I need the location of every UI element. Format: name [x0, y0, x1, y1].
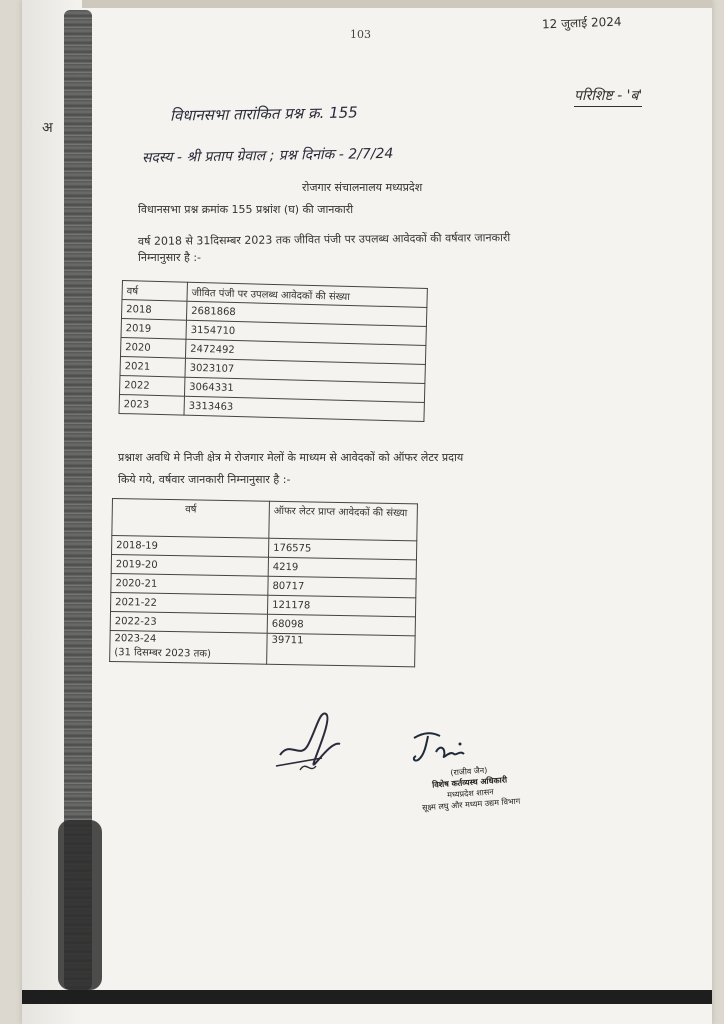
- handwritten-signature-2: [410, 730, 470, 768]
- column-header-offer-letters: ऑफर लेटर प्राप्त आवेदकों की संख्या: [269, 501, 418, 541]
- binding-ink-blob: [58, 820, 102, 990]
- year-cell: 2019: [121, 318, 186, 339]
- year-cell: 2018-19: [112, 536, 269, 558]
- table-header-row: [112, 499, 418, 541]
- column-header-applicants: जीवित पंजी पर उपलब्ध आवेदकों की संख्या: [187, 282, 427, 307]
- count-cell: 3064331: [184, 377, 424, 402]
- offer-letter-table: [109, 498, 418, 667]
- column-header-year: वर्ष: [122, 281, 187, 302]
- year-cell: 2021: [120, 356, 185, 377]
- year-cell: 2019-20: [111, 555, 268, 577]
- officer-designation: विशेष कर्तव्यस्थ अधिकारी: [431, 775, 508, 790]
- year-cell: 2020: [120, 337, 185, 358]
- paper-top-edge: [22, 0, 712, 8]
- count-cell: 3313463: [184, 396, 424, 421]
- year-cell: 2023: [119, 394, 184, 415]
- count-cell: 80717: [268, 576, 416, 598]
- year-cell: 2022-23: [110, 611, 267, 633]
- officer-govt: मध्यप्रदेश शासन: [446, 787, 494, 800]
- handwritten-signature-1: [270, 700, 348, 780]
- date-stamp: 12 जुलाई 2024: [541, 14, 622, 32]
- officer-name: (राजीव जैन): [450, 765, 488, 778]
- handwritten-member-line: सदस्य - श्री प्रताप ग्रेवाल ; प्रश्न दिनांक - 2/7/24: [141, 145, 394, 167]
- year-cell: 2021-22: [111, 592, 268, 614]
- year-note: (31 दिसम्बर 2023 तक): [114, 647, 211, 660]
- annexure-label: परिशिष्ट - 'ब': [574, 86, 642, 107]
- count-cell: 68098: [267, 614, 415, 636]
- count-cell: 2472492: [185, 339, 425, 364]
- count-cell: 39711: [267, 633, 416, 667]
- intro-line-1: विधानसभा प्रश्न क्रमांक 155 प्रश्नांश (घ) की जानकारी: [138, 203, 354, 216]
- table-row: [110, 630, 415, 666]
- margin-mark: अ: [42, 120, 53, 136]
- document-page: [22, 0, 712, 1024]
- count-cell: 3023107: [185, 358, 425, 383]
- scan-bottom-bar: [22, 990, 712, 1004]
- year-cell: 2020-21: [111, 573, 268, 595]
- offer-letter-para-line-1: प्रश्नाश अवधि मे निजी क्षेत्र मे रोजगार मेलों के माध्यम से आवेदकों को ऑफर लेटर प्रदाय: [118, 451, 464, 464]
- count-cell: 121178: [267, 595, 415, 617]
- year-cell: 2018: [121, 300, 186, 321]
- office-name: रोजगार संचालनालय मध्यप्रदेश: [302, 181, 423, 194]
- count-cell: 4219: [268, 557, 416, 579]
- intro-line-3: निम्नानुसार है :-: [138, 251, 202, 264]
- count-cell: 176575: [268, 538, 416, 560]
- live-register-table: [118, 280, 427, 422]
- column-header-year: वर्ष: [112, 499, 270, 539]
- page-number: 103: [350, 28, 371, 41]
- year-cell: 2022: [120, 375, 185, 396]
- offer-letter-para-line-2: किये गये, वर्षवार जानकारी निम्नानुसार है :-: [118, 473, 291, 486]
- intro-line-2: वर्ष 2018 से 31दिसम्बर 2023 तक जीवित पंजी पर उपलब्ध आवेदकों की वर्षवार जानकारी: [137, 231, 511, 248]
- count-cell: 3154710: [186, 320, 426, 345]
- year-cell: [110, 630, 268, 664]
- handwritten-question-line: विधानसभा तारांकित प्रश्न क्र. 155: [169, 103, 358, 125]
- officer-department: सूक्ष्म लघु और मध्यम उद्यम विभाग: [421, 796, 521, 813]
- signature-stamp: [409, 762, 532, 814]
- count-cell: 2681868: [186, 301, 426, 326]
- year-label: 2023-24: [114, 633, 157, 645]
